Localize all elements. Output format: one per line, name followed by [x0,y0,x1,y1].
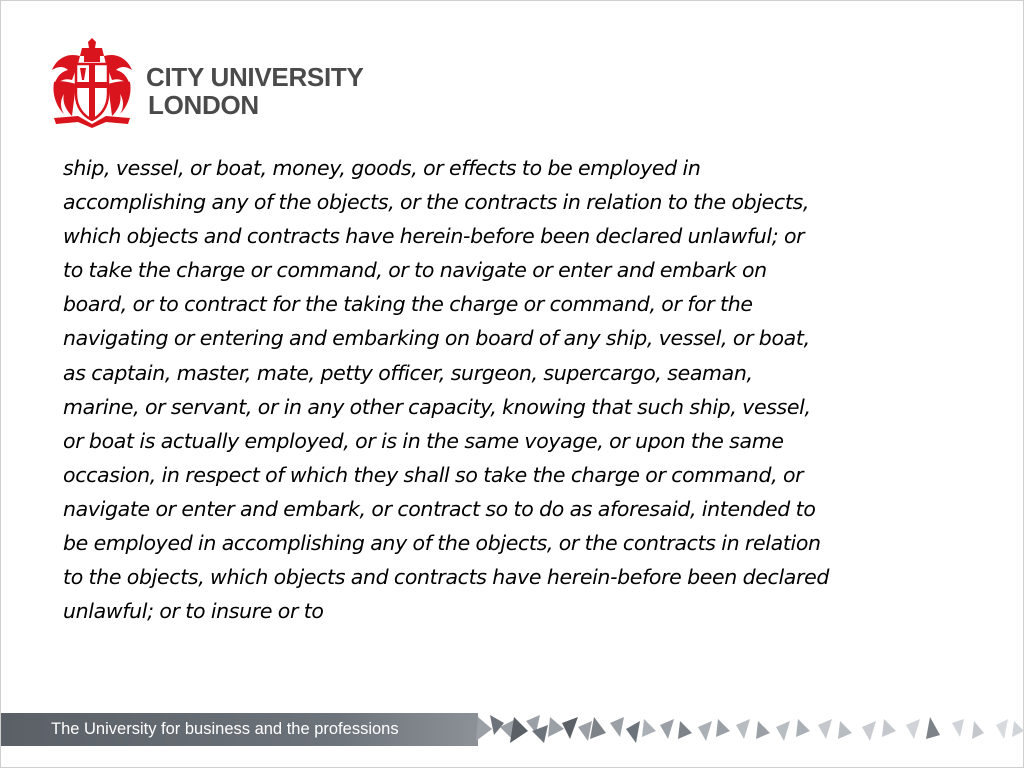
footer-bar [0,713,478,746]
text-line: navigating or entering and embarking on board of any ship, vessel, or boat, [63,326,810,351]
wordmark-line-1: CITY UNIVERSITY [146,62,364,92]
university-logo [48,38,378,130]
text-line: accomplishing any of the objects, or the contracts in relation to the objects, [63,190,810,215]
wordmark-line-2: LONDON [148,90,259,120]
text-line: which objects and contracts have herein-before been declared unlawful; or [63,224,805,249]
text-line: board, or to contract for the taking the charge or command, or for the [63,292,753,317]
text-line: to take the charge or command, or to navigate or enter and embark on [63,258,767,283]
text-line: navigate or enter and embark, or contract so to do as aforesaid, intended to [63,496,816,521]
text-line: unlawful; or to insure or to [63,599,324,624]
university-wordmark [146,64,364,118]
slide-body-text [63,151,963,628]
text-line: ship, vessel, or boat, money, goods, or effects to be employed in [63,156,701,180]
crest-icon [48,38,136,128]
footer-tagline: The University for business and the professions [51,720,399,738]
text-line: be employed in accomplishing any of the objects, or the contracts in relation [63,531,821,556]
triangle-pattern-icon [470,713,1024,746]
footer-banner [0,713,1024,746]
text-line: occasion, in respect of which they shall so take the charge or command, or [63,462,804,487]
text-line: to the objects, which objects and contracts have herein-before been declared [63,565,830,590]
text-line: or boat is actually employed, or is in the same voyage, or upon the same [63,428,784,453]
text-line: as captain, master, mate, petty officer, surgeon, supercargo, seaman, [63,360,753,385]
text-line: marine, or servant, or in any other capacity, knowing that such ship, vessel, [63,394,811,419]
